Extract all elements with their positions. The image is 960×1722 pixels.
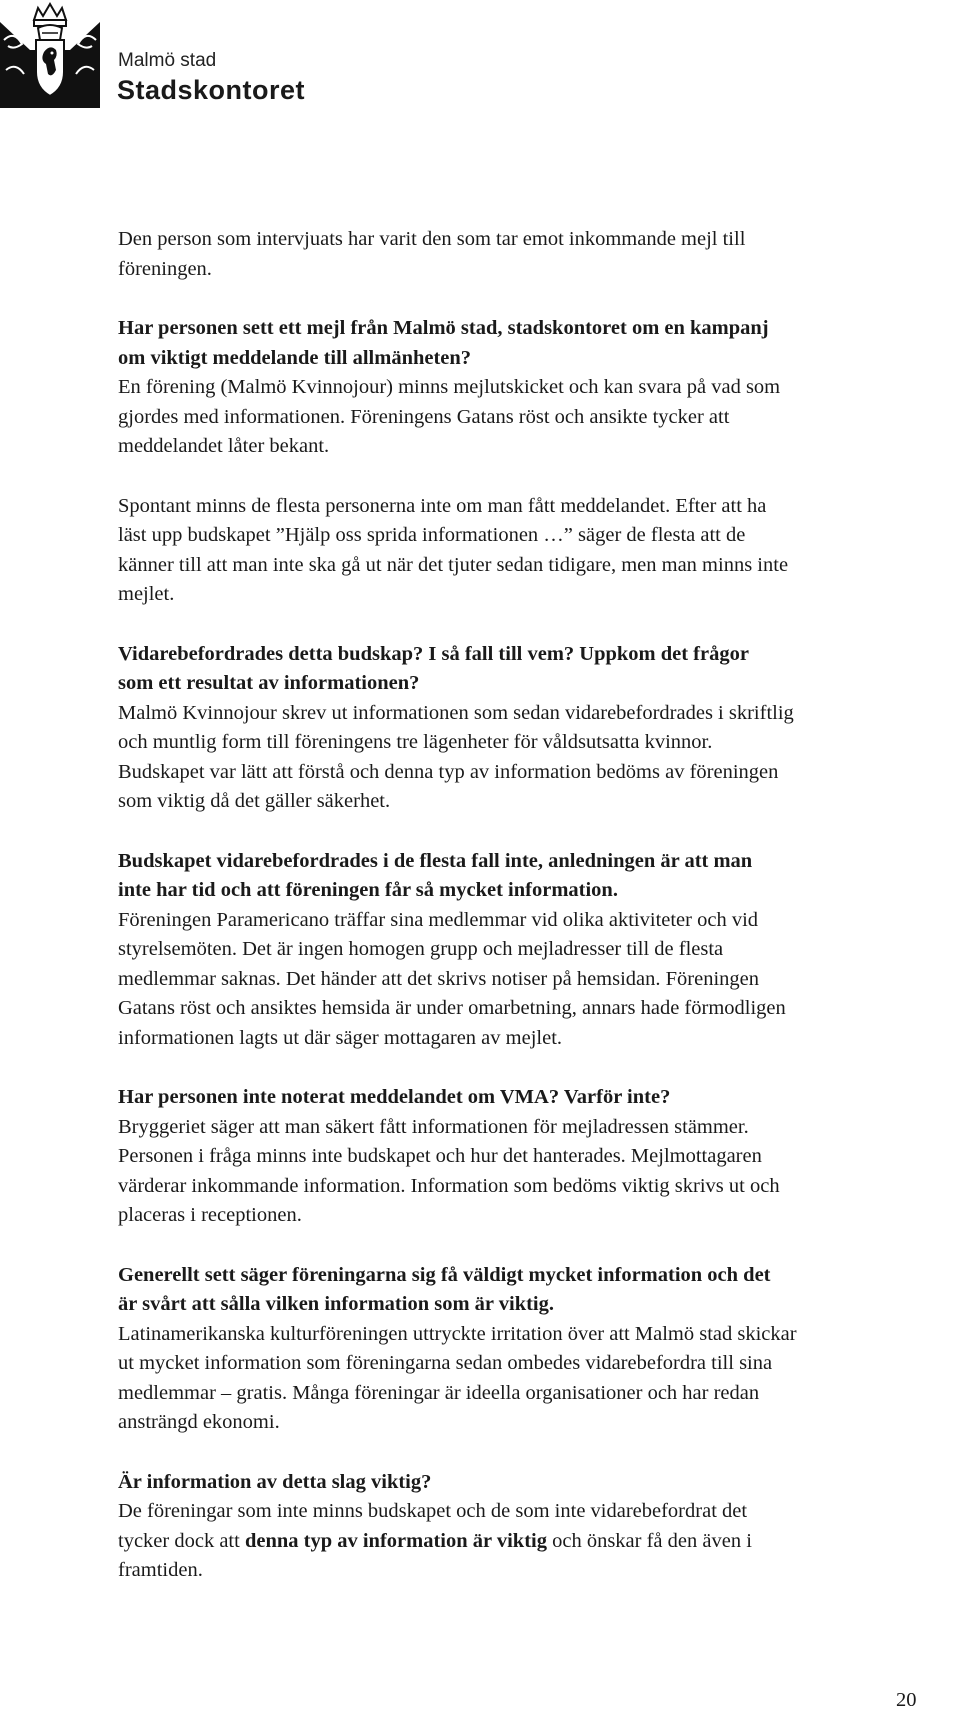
question-heading-text: Har personen inte noterat meddelandet om VMA? Varför inte?: [118, 1086, 671, 1108]
answer-important: [118, 1497, 960, 1586]
answer-emphasis: denna typ av information är viktig: [244, 1529, 547, 1552]
paragraph-interviewee: Den person som intervjuats har varit den som tar emot inkommande mejl till föreningen.: [118, 228, 746, 280]
question-heading-important: [118, 1468, 960, 1498]
answer-general: Latinamerikanska kulturföreningen uttryckte irritation över att Malmö stad skickar ut mycket information som föreningarna sedan ombedes vidarebefordra till sina medlemmar – gratis. Många föreningar är ideella organisationer och har redan ansträngd ekonomi.: [118, 1322, 797, 1433]
question-heading-text: Har personen sett ett mejl från Malmö stad, stadskontoret om en kampanj om viktigt meddelande till allmänheten?: [118, 317, 769, 369]
answer-text: De föreningar som inte minns budskapet och de som inte vidarebefordrat det tycker dock att: [118, 1500, 748, 1552]
malmo-coat-of-arms-icon: [0, 0, 100, 108]
question-heading-forwarded: [118, 640, 960, 699]
document-body: [118, 225, 960, 1586]
answer-seen-mail: En förening (Malmö Kvinnojour) minns mejlutskicket och kan svara på vad som gjordes med informationen. Föreningens Gatans röst och ansikte tycker att meddelandet låter bekant.: [118, 376, 781, 457]
answer-vma: Bryggeriet säger att man säkert fått informationen för mejladressen stämmer. Personen i fråga minns inte budskapet och hur det hanterades. Mejlmottagaren värderar inkommande information. Information som bedöms viktig skrivs ut och placeras i receptionen.: [118, 1115, 780, 1226]
answer-forwarded-2: Budskapet var lätt att förstå och denna typ av information bedöms av föreningen som viktig då det gäller säkerhet.: [118, 760, 779, 812]
answer-text: och önskar få den även i framtiden.: [118, 1529, 752, 1581]
page-number: 20: [896, 1689, 917, 1711]
department-name: Stadskontoret: [117, 75, 306, 105]
document-header: [0, 0, 420, 112]
question-heading-general: [118, 1261, 960, 1320]
answer-forwarded-1: Malmö Kvinnojour skrev ut informationen som sedan vidarebefordrades i skriftlig och muntlig form till föreningens tre lägenheter för våldsutsatta kvinnor.: [118, 701, 794, 753]
question-heading-text: Är information av detta slag viktig?: [118, 1470, 432, 1493]
question-heading-text: Budskapet vidarebefordrades i de flesta fall inte, anledningen är att man inte har tid och att föreningen får så mycket information.: [118, 849, 753, 901]
question-heading-vma: [118, 1083, 960, 1113]
org-name: Malmö stad: [118, 50, 217, 71]
question-heading-text: Vidarebefordrades detta budskap? I så fall till vem? Uppkom det frågor som ett resultat av informationen?: [118, 642, 749, 694]
paragraph-spontaneous: Spontant minns de flesta personerna inte om man fått meddelandet. Efter att ha läst upp budskapet ”Hjälp oss sprida informationen …” säger de flesta att de känner till att man inte ska gå ut när det tjuter sedan tidigare, men man minns inte mejlet.: [118, 494, 789, 605]
question-heading-text: Generellt sett säger föreningarna sig få väldigt mycket information och det är svårt att sålla vilken information som är viktig.: [118, 1263, 771, 1315]
question-heading-not-forwarded: [118, 847, 960, 906]
question-heading-seen-mail: [118, 314, 960, 373]
answer-not-forwarded: Föreningen Paramericano träffar sina medlemmar vid olika aktiviteter och vid styrelsemöten. Det är ingen homogen grupp och mejladresser till de flesta medlemmar saknas. Det händer att det skrivs notiser på hemsidan. Föreningen Gatans röst och ansiktes hemsida är under omarbetning, annars hade förmodligen informationen lagts ut där säger mottagaren av mejlet.: [118, 908, 786, 1049]
